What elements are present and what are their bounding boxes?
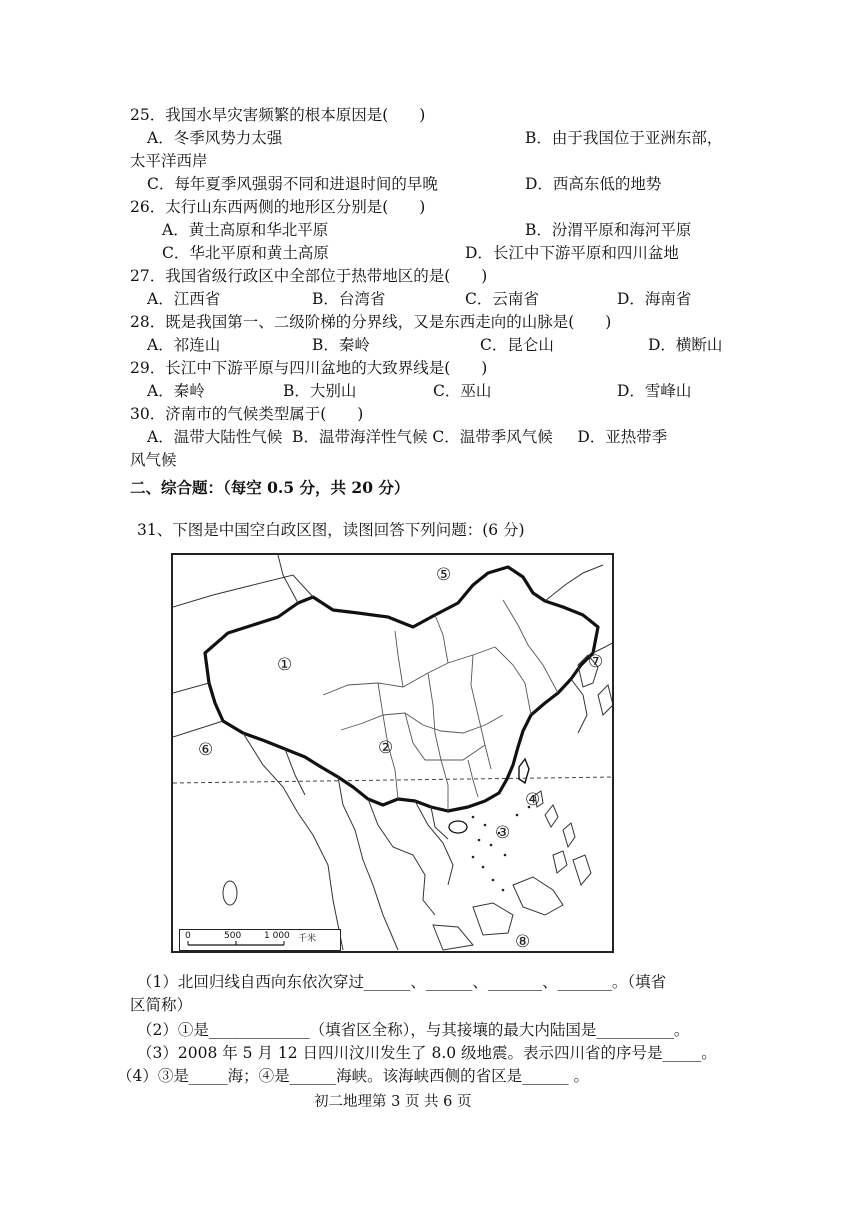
page-footer: 初二地理第 3 页 共 6 页 xyxy=(314,1094,472,1110)
q28-option-b: B．秦岭 xyxy=(312,336,370,354)
q25-stem: 25．我国水旱灾害频繁的根本原因是( ) xyxy=(130,106,426,124)
q29-option-d: D．雪峰山 xyxy=(617,382,692,400)
sri-lanka-island xyxy=(223,881,237,905)
q27-option-b: B．台湾省 xyxy=(312,290,386,308)
q28-stem: 28．既是我国第一、二级阶梯的分界线，又是东西走向的山脉是( ) xyxy=(130,313,612,331)
q31-sub1-cont: 区简称） xyxy=(130,996,193,1014)
south-china-sea-islands xyxy=(472,806,531,892)
scale-label-500: 500 xyxy=(224,931,242,941)
map-marker-1: ① xyxy=(277,655,293,675)
taiwan-island xyxy=(519,759,529,783)
q29-option-b: B．大别山 xyxy=(283,382,357,400)
q27-stem: 27．我国省级行政区中全部位于热带地区的是( ) xyxy=(130,267,488,285)
q28-option-d: D．横断山 xyxy=(648,336,723,354)
q26-option-c: C．华北平原和黄土高原 xyxy=(162,244,329,262)
q31-sub1: （1）北回归线自西向东依次穿过______、______、_______、_______。（填省 xyxy=(137,973,667,991)
tropic-of-cancer-line xyxy=(173,777,614,783)
q25-option-b: B．由于我国位于亚洲东部， xyxy=(525,129,723,147)
q25-option-d: D．西高东低的地势 xyxy=(525,175,662,193)
q28-option-c: C．昆仑山 xyxy=(480,336,554,354)
q25-option-b-cont: 太平洋西岸 xyxy=(130,152,208,170)
q26-option-d: D．长江中下游平原和四川盆地 xyxy=(465,244,679,262)
q29-option-c: C．巫山 xyxy=(433,382,492,400)
q28-option-a: A．祁连山 xyxy=(147,336,221,354)
q26-option-a: A．黄土高原和华北平原 xyxy=(162,221,329,239)
map-marker-3: ③ xyxy=(495,823,511,843)
philippine-islands xyxy=(433,791,591,950)
q27-option-d: D．海南省 xyxy=(617,290,692,308)
map-marker-8: ⑧ xyxy=(515,932,531,952)
scale-label-1000: 1 000 xyxy=(264,931,290,941)
q29-stem: 29．长江中下游平原与四川盆地的大致界线是( ) xyxy=(130,359,488,377)
q26-stem: 26．太行山东西两侧的地形区分别是( ) xyxy=(130,198,426,216)
map-marker-4: ④ xyxy=(525,790,541,810)
china-border xyxy=(205,567,598,811)
q30-stem: 30．济南市的气候类型属于( ) xyxy=(130,405,364,423)
map-marker-2: ② xyxy=(378,738,394,758)
q27-option-a: A．江西省 xyxy=(147,290,221,308)
map-drawing xyxy=(173,555,614,953)
q27-option-c: C．云南省 xyxy=(465,290,539,308)
q29-option-a: A．秦岭 xyxy=(147,382,205,400)
q30-options: A．温带大陆性气候 B．温带海洋性气候 C．温带季风气候 D．亚热带季 xyxy=(147,428,668,446)
q25-option-c: C．每年夏季风强弱不同和进退时间的早晚 xyxy=(147,175,438,193)
q26-option-b: B．汾渭平原和海河平原 xyxy=(525,221,692,239)
scale-label-0: 0 xyxy=(185,931,191,941)
map-marker-7: ⑦ xyxy=(588,652,604,672)
q31-sub2: （2）①是_____________（填省区全称），与其接壤的最大内陆国是__________。 xyxy=(137,1021,690,1039)
map-marker-5: ⑤ xyxy=(436,565,452,585)
q31-sub4: （4）③是_____海；④是______海峡。该海峡西侧的省区是______ 。 xyxy=(117,1067,590,1085)
section-2-title: 二、综合题：（每空 0.5 分，共 20 分） xyxy=(130,478,410,497)
map-marker-6: ⑥ xyxy=(198,740,214,760)
q30-options-cont: 风气候 xyxy=(130,451,177,469)
map-scale-bar xyxy=(179,929,341,951)
scale-unit: 千米 xyxy=(298,934,317,944)
q31-stem: 31、下图是中国空白政区图，读图回答下列问题：(6 分) xyxy=(137,521,525,539)
hainan-island xyxy=(449,821,467,833)
q31-sub3: （3）2008 年 5 月 12 日四川汶川发生了 8.0 级地震。表示四川省的序号是_____。 xyxy=(137,1044,717,1062)
china-political-map xyxy=(171,553,614,953)
neighbour-borders xyxy=(173,555,614,950)
q25-option-a: A．冬季风势力太强 xyxy=(147,129,283,147)
